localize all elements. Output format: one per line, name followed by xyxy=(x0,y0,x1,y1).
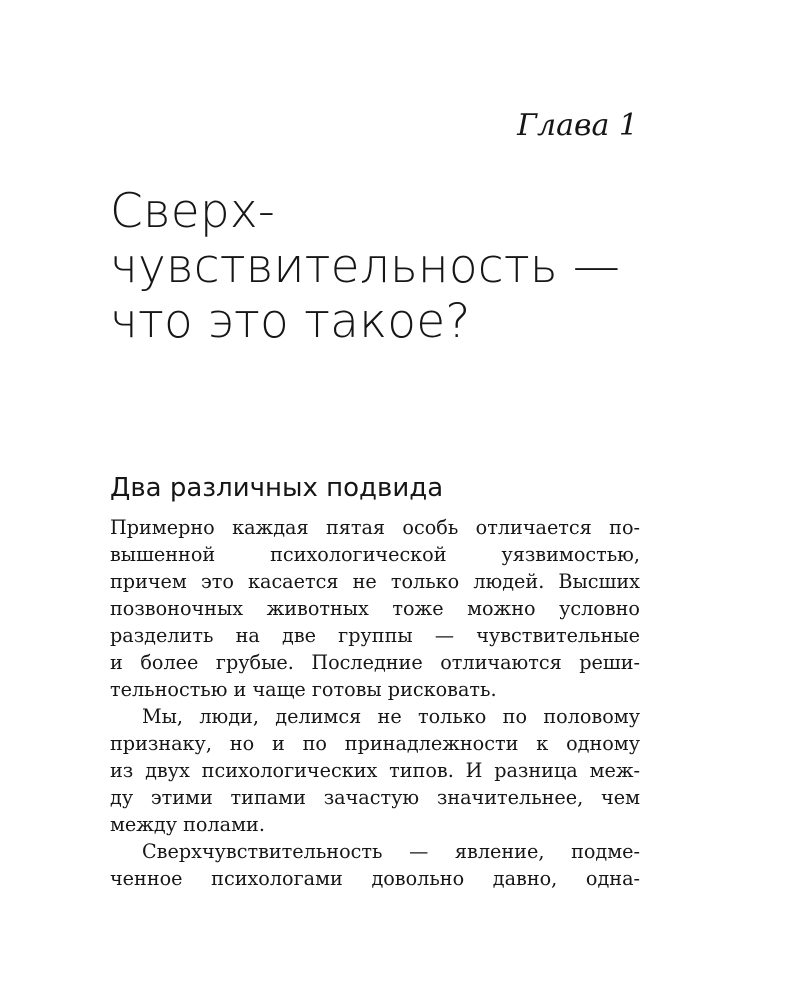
text-line: Сверхчувствительность — явление, подме- xyxy=(142,840,640,863)
chapter-title-line: чувствительность — xyxy=(110,239,621,294)
chapter-number: Глава 1 xyxy=(517,108,638,143)
text-line: разделить на две группы — чувствительные xyxy=(110,624,640,647)
text-line: вышенной психологической уязвимостью, xyxy=(110,543,640,566)
text-line: Примерно каждая пятая особь отличается по- xyxy=(110,516,640,539)
text-line: позвоночных животных тоже можно условно xyxy=(110,597,640,620)
text-line: из двух психологических типов. И разница меж- xyxy=(110,759,640,782)
section-heading: Два различных подвида xyxy=(110,473,444,503)
chapter-title-line: Сверх- xyxy=(110,184,276,239)
chapter-title xyxy=(110,184,690,349)
text-line: и более грубые. Последние отличаются реши- xyxy=(110,651,640,674)
text-line: ченное психологами довольно давно, одна- xyxy=(110,867,640,890)
text-line: тельностью и чаще готовы рисковать. xyxy=(110,678,497,701)
chapter-title-line: что это такое? xyxy=(110,294,471,349)
text-line: Мы, люди, делимся не только по половому xyxy=(142,705,640,728)
body-text xyxy=(110,514,640,892)
text-line: между полами. xyxy=(110,813,265,836)
text-line: причем это касается не только людей. Высших xyxy=(110,570,640,593)
text-line: признаку, но и по принадлежности к одному xyxy=(110,732,640,755)
text-line: ду этими типами зачастую значительнее, чем xyxy=(110,786,640,809)
